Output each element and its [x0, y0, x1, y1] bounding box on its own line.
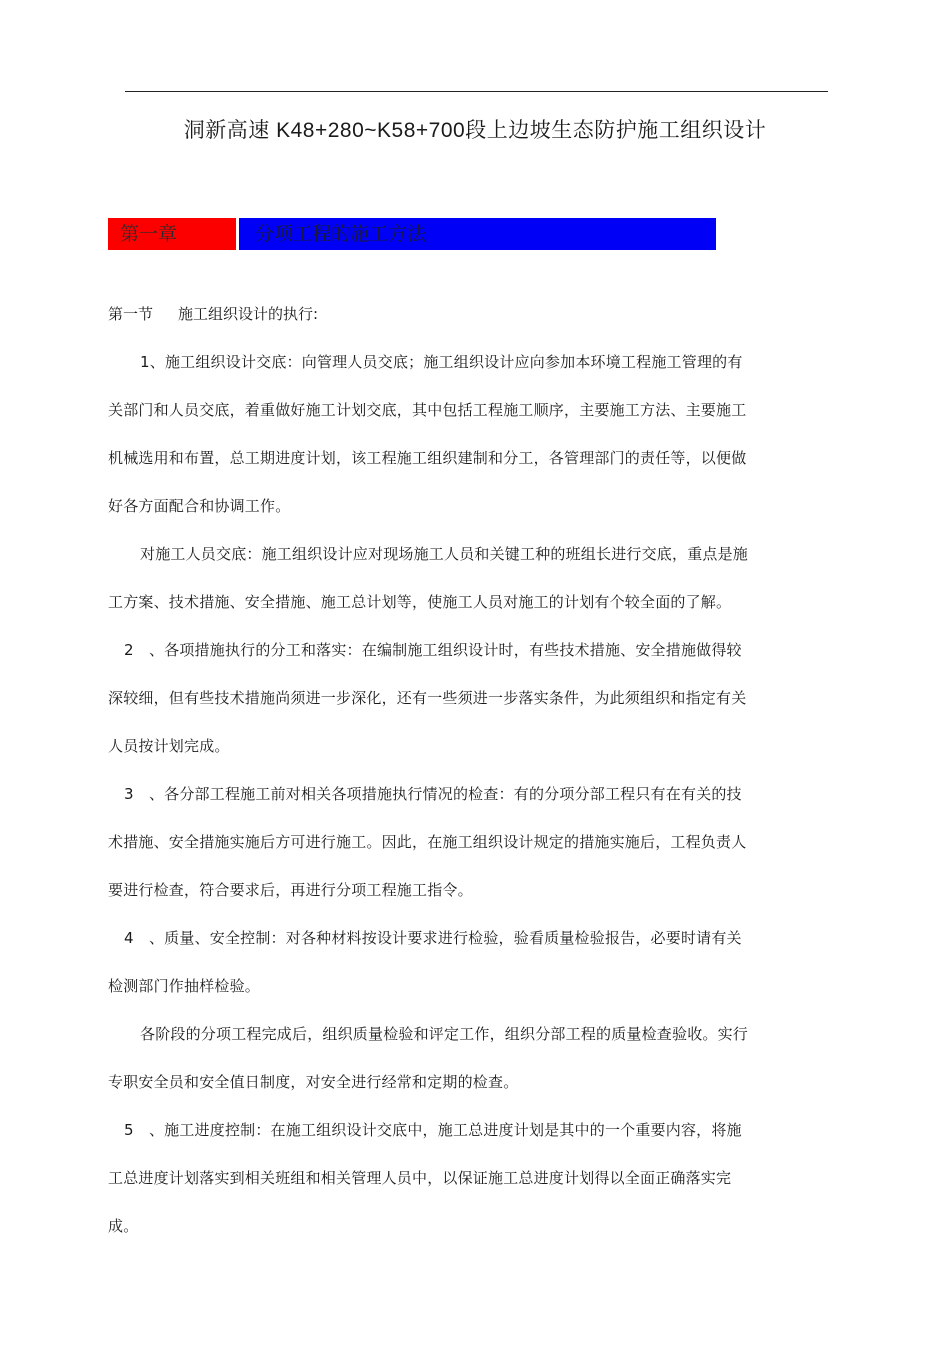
- top-rule: [125, 91, 828, 92]
- text-line: 2 、各项措施执行的分工和落实：在编制施工组织设计时，有些技术措施、安全措施做得较: [124, 641, 742, 659]
- text-line: 术措施、安全措施实施后方可进行施工。因此，在施工组织设计规定的措施实施后，工程负责人: [108, 833, 747, 851]
- section-heading: [108, 302, 318, 326]
- text-line: 检测部门作抽样检验。: [108, 977, 261, 995]
- text-line: 对施工人员交底：施工组织设计应对现场施工人员和关键工种的班组长进行交底，重点是施: [140, 545, 749, 563]
- text-line: 好各方面配合和协调工作。: [108, 497, 291, 515]
- chapter-label-box: [108, 218, 236, 250]
- chapter-title: 分项工程的施工方法: [255, 223, 427, 245]
- text-line: 各阶段的分项工程完成后，组织质量检验和评定工作，组织分部工程的质量检查验收。实行: [140, 1025, 749, 1043]
- text-line: 4 、质量、安全控制：对各种材料按设计要求进行检验，验看质量检验报告，必要时请有关: [124, 929, 742, 947]
- section-number: 第一节: [108, 305, 154, 323]
- text-line: 工方案、技术措施、安全措施、施工总计划等，使施工人员对施工的计划有个较全面的了解。: [108, 593, 732, 611]
- text-line: 深较细，但有些技术措施尚须进一步深化，还有一些须进一步落实条件，为此须组织和指定有关: [108, 689, 747, 707]
- text-line: 人员按计划完成。: [108, 737, 230, 755]
- text-line: 专职安全员和安全值日制度，对安全进行经常和定期的检查。: [108, 1073, 519, 1091]
- text-line: 机械选用和布置，总工期进度计划，该工程施工组织建制和分工，各管理部门的责任等，以便做: [108, 449, 747, 467]
- text-line: 3 、各分部工程施工前对相关各项措施执行情况的检查：有的分项分部工程只有在有关的技: [124, 785, 742, 803]
- text-line: 成。: [108, 1217, 139, 1235]
- chapter-title-box: [239, 218, 716, 250]
- document-title: 洞新高速 K48+280~K58+700段上边坡生态防护施工组织设计: [183, 119, 767, 142]
- text-line: 工总进度计划落实到相关班组和相关管理人员中，以保证施工总进度计划得以全面正确落实完: [108, 1169, 732, 1187]
- section-title: 施工组织设计的执行:: [178, 305, 319, 323]
- chapter-label: 第一章: [120, 223, 178, 245]
- text-line: 1、施工组织设计交底：向管理人员交底；施工组织设计应向参加本环境工程施工管理的有: [140, 353, 743, 371]
- text-line: 关部门和人员交底，着重做好施工计划交底，其中包括工程施工顺序，主要施工方法、主要施工: [108, 401, 747, 419]
- text-line: 要进行检查，符合要求后，再进行分项工程施工指令。: [108, 881, 473, 899]
- text-line: 5 、施工进度控制：在施工组织设计交底中，施工总进度计划是其中的一个重要内容，将施: [124, 1121, 742, 1139]
